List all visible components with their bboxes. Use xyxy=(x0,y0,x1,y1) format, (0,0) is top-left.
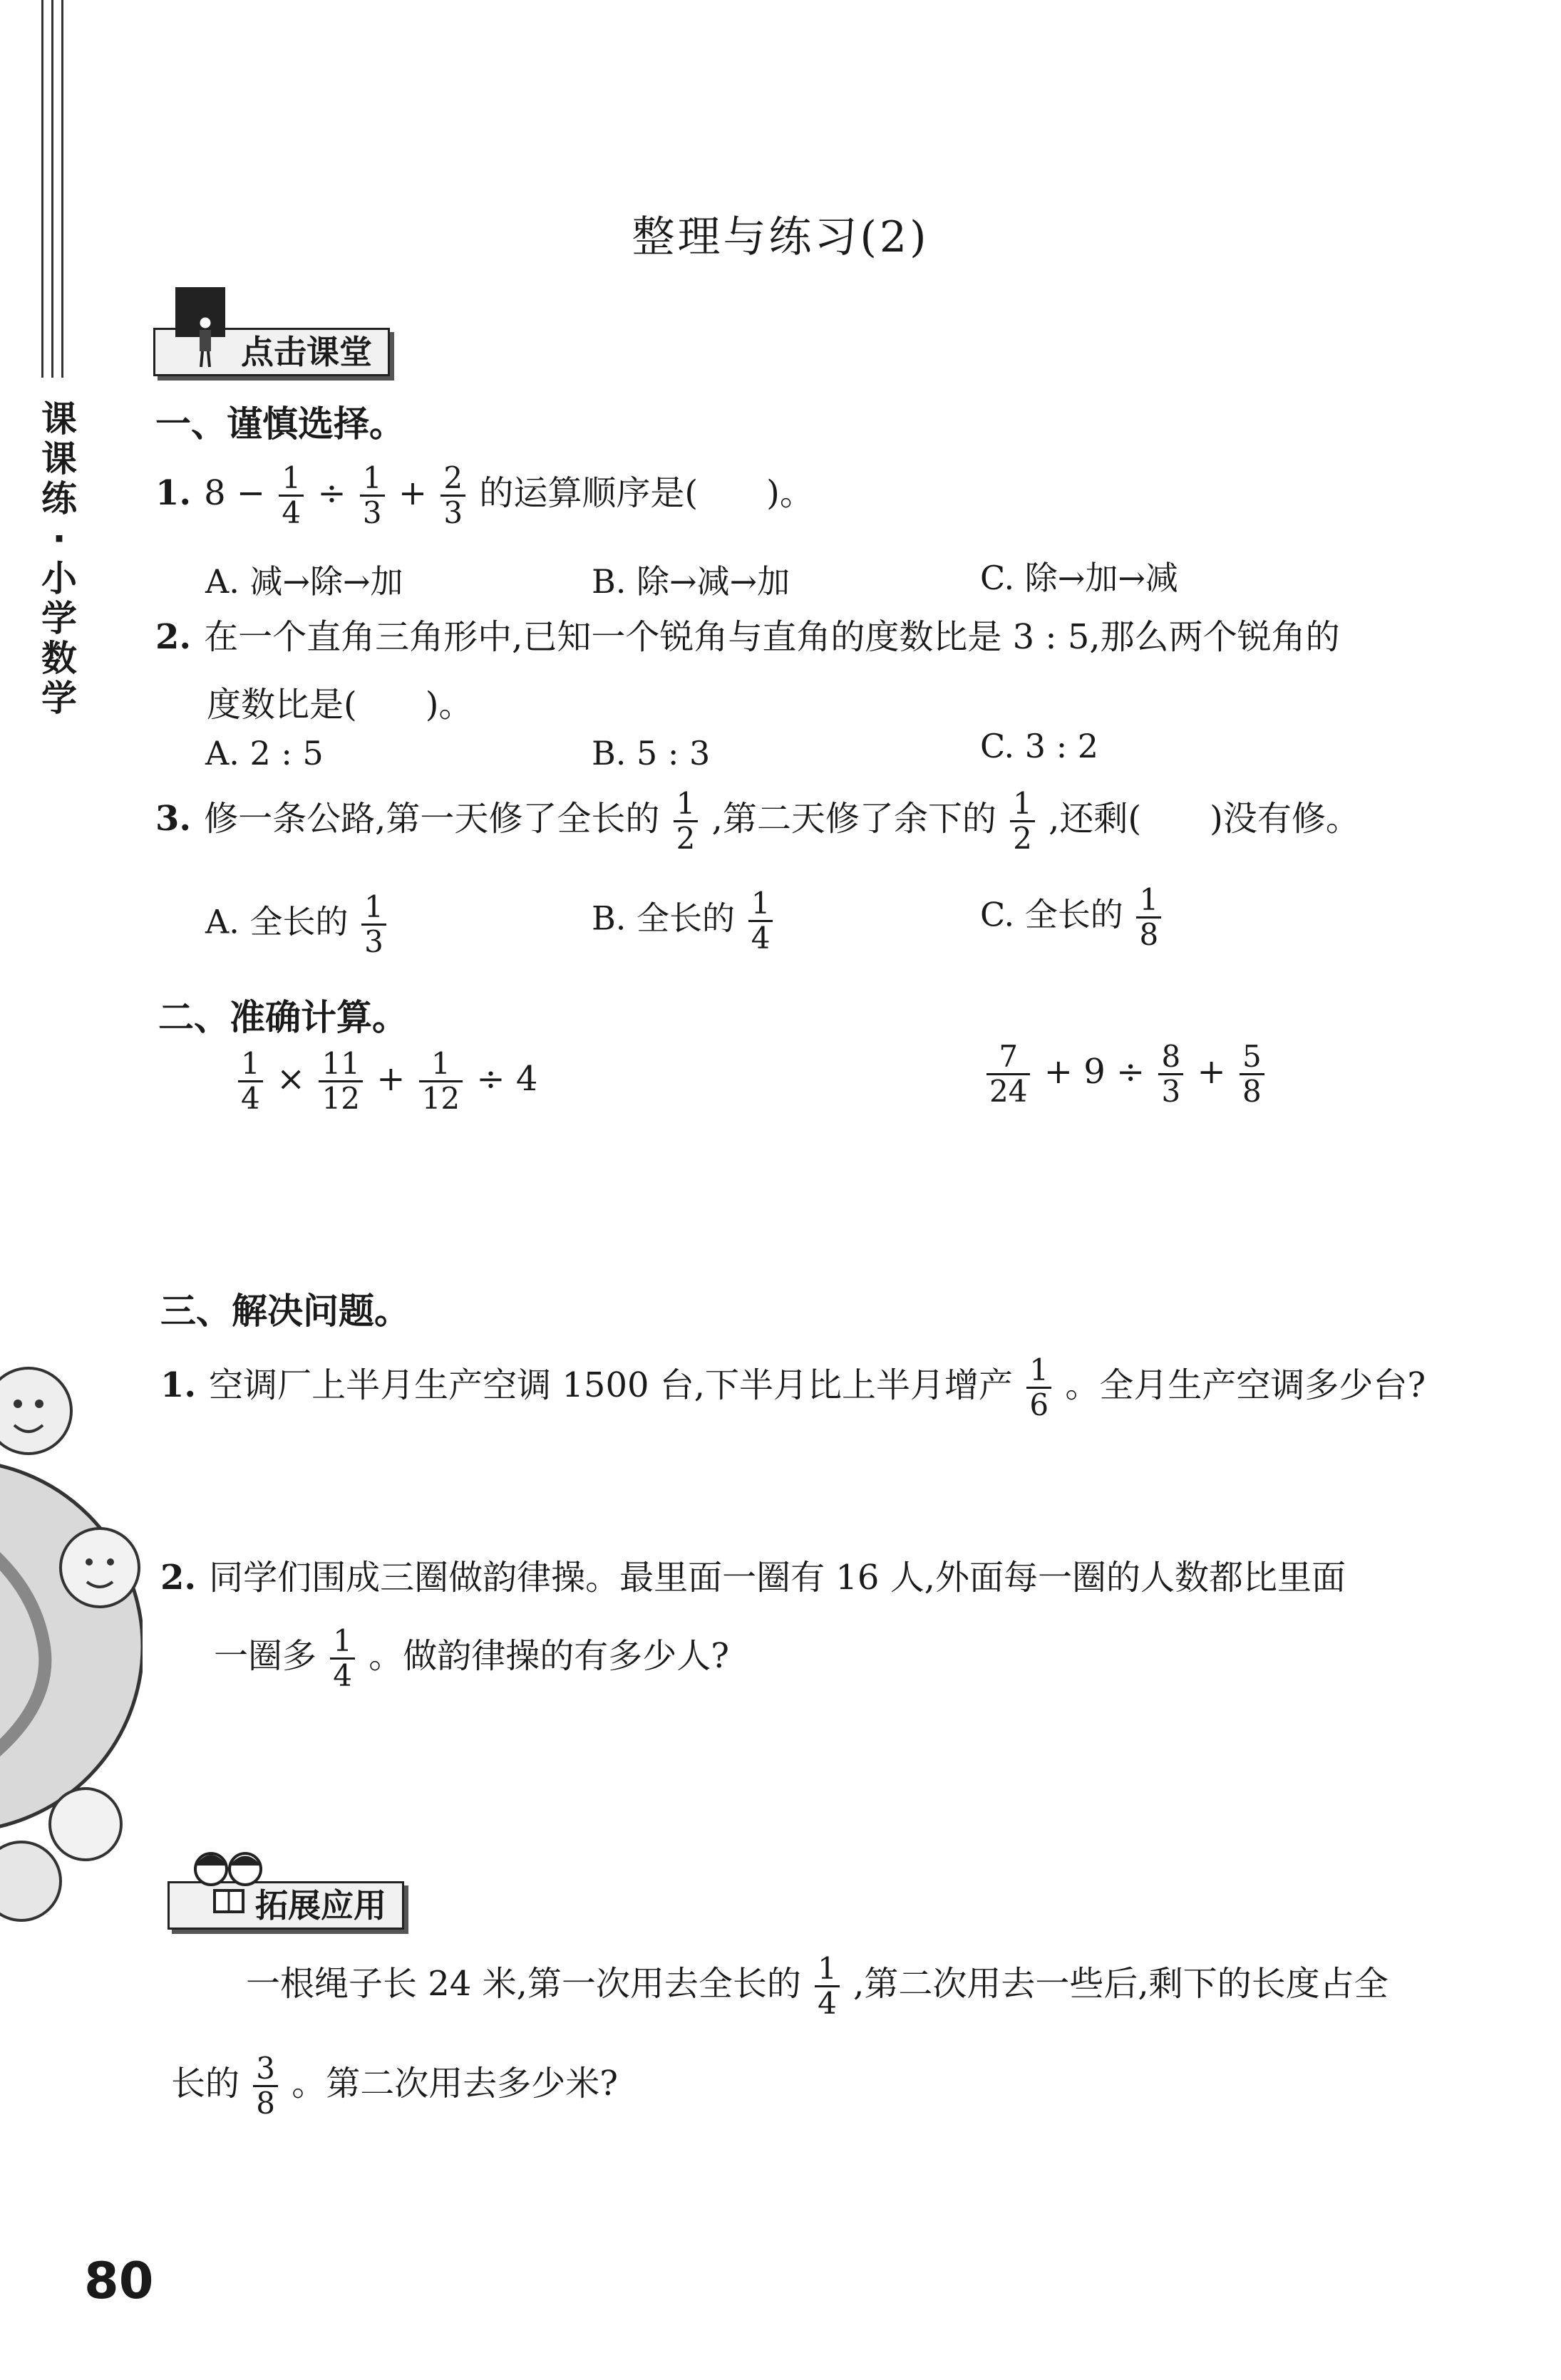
section-heading-calc: 二、准确计算。 xyxy=(158,997,408,1038)
fraction: $\frac{1}{4}$ xyxy=(330,1625,355,1692)
section-heading-problems: 三、解决问题。 xyxy=(160,1290,410,1332)
problem-3-2: 2. 同学们围成三圈做韵律操。最里面一圈有 16 人,外面每一圈的人数都比里面 xyxy=(160,1558,1346,1598)
option-c: C. 除→加→减 xyxy=(980,559,1178,597)
fraction: $\frac{1}{4}$ xyxy=(279,462,304,529)
fraction: $\frac{1}{2}$ xyxy=(1010,787,1035,855)
fraction: $\frac{1}{3}$ xyxy=(361,891,386,958)
fraction: $\frac{2}{3}$ xyxy=(441,462,465,529)
page-number: 80 xyxy=(84,2252,154,2310)
fraction: $\frac{11}{12}$ xyxy=(319,1047,362,1115)
section-heading-choice: 一、谨慎选择。 xyxy=(155,403,405,445)
fraction: $\frac{1}{4}$ xyxy=(748,887,773,955)
option-c: C. 3 : 2 xyxy=(980,727,1099,765)
page-title: 整理与练习(2) xyxy=(632,212,929,262)
problem-3-2-cont: 一圈多 $\frac{1}{4}$ 。做韵律操的有多少人? xyxy=(214,1623,730,1693)
classroom-badge: 点击课堂 xyxy=(153,328,390,376)
option-c: C. 全长的 $\frac{1}{8}$ xyxy=(980,884,1164,951)
fraction: $\frac{1}{4}$ xyxy=(815,1952,840,2020)
expression-1: $\frac{1}{4}$ × $\frac{11}{12}$ + $\frac{1}{12}$ ÷ 4 xyxy=(235,1047,537,1115)
question-1-2-cont: 度数比是( )。 xyxy=(207,685,473,725)
option-a: A. 全长的 $\frac{1}{3}$ xyxy=(205,891,389,958)
question-1-1: 1. 8 − $\frac{1}{4}$ ÷ $\frac{1}{3}$ + $\frac{2}{3}$ 的运算顺序是( )。 xyxy=(155,460,814,530)
fraction: $\frac{1}{3}$ xyxy=(360,462,385,529)
margin-rule xyxy=(41,0,43,378)
fraction: $\frac{7}{24}$ xyxy=(986,1040,1030,1108)
expression-2: $\frac{7}{24}$ + 9 ÷ $\frac{8}{3}$ + $\frac{5}{8}$ xyxy=(984,1040,1267,1108)
fraction: $\frac{5}{8}$ xyxy=(1240,1040,1264,1108)
fraction: $\frac{1}{12}$ xyxy=(419,1047,463,1115)
option-b: B. 5 : 3 xyxy=(592,734,711,772)
option-a: A. 减→除→加 xyxy=(205,562,403,601)
fraction: $\frac{1}{4}$ xyxy=(238,1047,263,1115)
fraction: $\frac{1}{2}$ xyxy=(674,787,699,855)
extension-badge: 拓展应用 xyxy=(168,1881,404,1930)
extension-problem: 一根绳子长 24 米,第一次用去全长的 $\frac{1}{4}$ ,第二次用去一些后,剩下的长度占全 xyxy=(246,1951,1389,2021)
blackboard-girl-icon xyxy=(168,287,239,373)
margin-rule xyxy=(61,0,63,378)
question-1-2: 2. 在一个直角三角形中,已知一个锐角与直角的度数比是 3 : 5,那么两个锐角的 xyxy=(155,617,1340,657)
margin-rule xyxy=(51,0,53,378)
problem-3-1: 1. 空调厂上半月生产空调 1500 台,下半月比上半月增产 $\frac{1}{6}$ 。全月生产空调多少台? xyxy=(160,1352,1426,1422)
fraction: $\frac{1}{6}$ xyxy=(1026,1354,1051,1422)
reading-children-icon xyxy=(182,1841,275,1926)
fraction: $\frac{8}{3}$ xyxy=(1158,1040,1183,1108)
option-a: A. 2 : 5 xyxy=(205,734,324,772)
globe-children-illustration xyxy=(0,1333,143,1931)
spine-series-title: 课 课 练 · 小 学 数 学 xyxy=(41,398,77,719)
fraction: $\frac{3}{8}$ xyxy=(253,2052,278,2120)
option-b: B. 全长的 $\frac{1}{4}$ xyxy=(592,887,776,955)
fraction: $\frac{1}{8}$ xyxy=(1136,884,1161,951)
extension-problem-cont: 长的 $\frac{3}{8}$ 。第二次用去多少米? xyxy=(171,2051,619,2121)
question-1-3: 3. 修一条公路,第一天修了全长的 $\frac{1}{2}$ ,第二天修了余下的 $\frac{1}{2}$ ,还剩( )没有修。 xyxy=(155,786,1360,856)
option-b: B. 除→减→加 xyxy=(592,562,790,601)
